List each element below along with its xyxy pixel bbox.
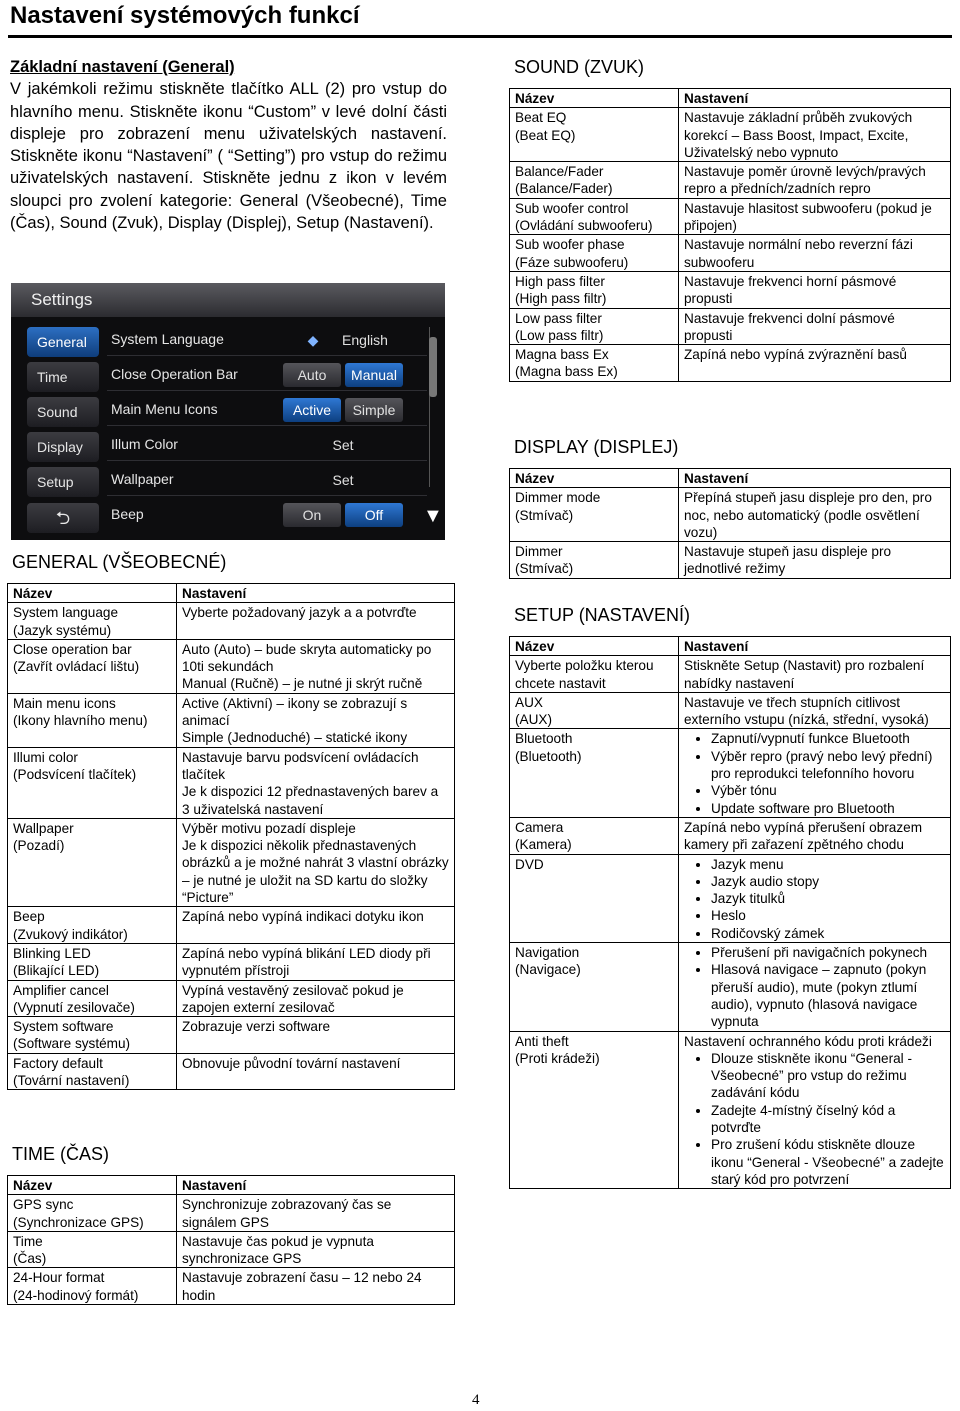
- setting-description: [177, 1268, 455, 1305]
- setting-name-line: (Stmívač): [515, 561, 574, 577]
- setting-name: [510, 488, 679, 542]
- row-label: Main Menu Icons: [111, 401, 218, 417]
- setting-name-line: AUX: [515, 694, 543, 710]
- setting-description: [679, 692, 951, 729]
- table-row: [510, 488, 951, 542]
- setting-name-line: Sub woofer control: [515, 200, 629, 216]
- column-header: Nastavení: [177, 1176, 455, 1195]
- table-row: [8, 1017, 455, 1054]
- setting-name-line: Wallpaper: [13, 820, 74, 836]
- table-row: [510, 729, 951, 817]
- setting-name: [510, 542, 679, 579]
- display-heading: DISPLAY (DISPLEJ): [514, 437, 679, 457]
- column-header: Název: [8, 1176, 177, 1195]
- list-item: • Rodičovský zámek: [711, 925, 945, 942]
- column-header: Nastavení: [679, 89, 951, 108]
- side-tab-time: Time: [27, 362, 99, 392]
- setting-name: [8, 1268, 177, 1305]
- back-icon: ⮌: [27, 503, 99, 533]
- setting-name-line: (Ovládání subwooferu): [515, 218, 653, 234]
- setting-name-line: (Kamera): [515, 837, 572, 853]
- time-table: [7, 1175, 455, 1305]
- setting-description: [177, 693, 455, 747]
- setting-name: [8, 693, 177, 747]
- column-header: Název: [510, 89, 679, 108]
- page-title: Nastavení systémových funkcí: [10, 2, 360, 29]
- setting-description: [679, 162, 951, 199]
- setting-name-line: (Ikony hlavního menu): [13, 713, 148, 729]
- setting-name: [510, 656, 679, 693]
- description-line: Zapíná nebo vypíná indikaci dotyku ikon: [182, 909, 424, 925]
- setting-name-line: High pass filter: [515, 273, 605, 289]
- table-row: [510, 656, 951, 693]
- intro-text: V jakémkoli režimu stiskněte tlačítko ALL (2) pro vstup do hlavního menu. Stiskněte ikonu “Custom” v levé dolní části displeje pro zobrazení menu uživatelských nastavení. Stiskněte ikonu “Nastavení” ( “Setting”) pro vstup do režimu uživatelských nastavení. Stiskněte jednu z ikon v levém sloupci pro zvolení kategorie: General (Všeobecné), Time (Čas), Sound (Zvuk), Display (Displej), Setup (Nastavení).: [10, 80, 447, 233]
- setting-name-line: (Magna bass Ex): [515, 364, 618, 380]
- table-row: [8, 1053, 455, 1090]
- setting-name: [510, 1031, 679, 1189]
- list-item: • Pro zrušení kódu stiskněte dlouze ikonu “General - Všeobecné” a zadejte starý kód pro potvrzení: [711, 1136, 945, 1188]
- column-header: Nastavení: [679, 637, 951, 656]
- side-tab-sound: Sound: [27, 397, 99, 427]
- description-line: Nastavuje poměr úrovně levých/pravých repro a předních/zadních repro: [684, 164, 926, 197]
- setting-name: [510, 271, 679, 308]
- setting-name-line: (Zvukový indikátor): [13, 926, 128, 942]
- description-line: Nastavuje barvu podsvícení ovládacích tlačítek: [182, 749, 419, 782]
- time-heading: TIME (ČAS): [12, 1144, 109, 1164]
- setting-name-line: Low pass filter: [515, 310, 602, 326]
- setting-name: [8, 907, 177, 944]
- active-button: Active: [283, 398, 341, 422]
- sound-table: [509, 88, 951, 382]
- setting-name-line: (24-hodinový formát): [13, 1287, 139, 1303]
- setting-name-line: (Beat EQ): [515, 127, 576, 143]
- setting-name-line: Balance/Fader: [515, 164, 604, 180]
- setting-name-line: (Zavřít ovládací lištu): [13, 659, 140, 675]
- setting-name-line: (Vypnutí zesilovače): [13, 999, 135, 1015]
- row-label: Close Operation Bar: [111, 366, 238, 382]
- setting-name-line: Dimmer mode: [515, 490, 601, 506]
- list-item: • Výběr repro (pravý nebo levý přední) pro reprodukci telefonního hovoru: [711, 748, 945, 783]
- table-header-row: [510, 469, 951, 488]
- setting-description: [177, 603, 455, 640]
- table-row: [8, 693, 455, 747]
- description-list: [684, 944, 945, 1030]
- setting-description: [177, 1231, 455, 1268]
- setting-name-line: Main menu icons: [13, 695, 116, 711]
- setting-description: [679, 198, 951, 235]
- table-row: [8, 1268, 455, 1305]
- setting-name-line: (Tovární nastavení): [13, 1073, 130, 1089]
- setting-name: [510, 692, 679, 729]
- description-line: Přepíná stupeň jasu displeje pro den, pro noc, nebo automatický (podle osvětlení vozu): [684, 490, 932, 540]
- on-button: On: [283, 503, 341, 527]
- scroll-down-icon: ▼: [423, 505, 443, 527]
- manual-button: Manual: [345, 363, 403, 387]
- description-line: Nastavení ochranného kódu proti krádeži: [684, 1033, 932, 1049]
- description-line: Zapíná nebo vypíná blikání LED diody při vypnutém přístroji: [182, 945, 431, 979]
- setting-name: [510, 817, 679, 854]
- table-header-row: [510, 89, 951, 108]
- setting-name-line: Bluetooth: [515, 731, 573, 747]
- table-row: [8, 639, 455, 693]
- description-line: Vyberte požadovaný jazyk a a potvrďte: [182, 605, 417, 621]
- setting-name: [8, 943, 177, 980]
- table-row: [8, 747, 455, 818]
- setting-name-line: (Low pass filtr): [515, 327, 604, 343]
- setting-name-line: (Fáze subwooferu): [515, 254, 629, 270]
- setting-name-line: (Podsvícení tlačítek): [13, 766, 137, 782]
- setting-name-line: (Proti krádeži): [515, 1050, 600, 1066]
- setting-name-line: 24-Hour format: [13, 1270, 105, 1286]
- setting-name-line: Dimmer: [515, 544, 563, 560]
- setting-name: [510, 162, 679, 199]
- description-line: Active (Aktivní) – ikony se zobrazují s animací: [182, 695, 408, 729]
- setting-name-line: (Pozadí): [13, 838, 65, 854]
- setting-name-line: Sub woofer phase: [515, 237, 625, 253]
- setting-name-line: System software: [13, 1019, 114, 1035]
- setting-description: [679, 656, 951, 693]
- table-header-row: [8, 1176, 455, 1195]
- table-row: [8, 1195, 455, 1232]
- description-line: Nastavuje hlasitost subwooferu (pokud je připojen): [684, 200, 932, 234]
- row-label: Wallpaper: [111, 471, 174, 487]
- table-row: [510, 1031, 951, 1189]
- table-header-row: [510, 637, 951, 656]
- description-line: Zobrazuje verzi software: [182, 1019, 331, 1035]
- setting-name: [8, 639, 177, 693]
- setting-description: [679, 854, 951, 942]
- row-label: Illum Color: [111, 436, 178, 452]
- set-button: Set: [332, 437, 354, 453]
- table-row: [510, 198, 951, 235]
- setting-description: [177, 639, 455, 693]
- setting-name-line: (Jazyk systému): [13, 622, 112, 638]
- setting-description: [177, 907, 455, 944]
- column-header: Název: [8, 584, 177, 603]
- screenshot-row: [107, 325, 427, 356]
- setting-name: [8, 1053, 177, 1090]
- column-header: Název: [510, 469, 679, 488]
- setting-name-line: Amplifier cancel: [13, 982, 109, 998]
- setting-name-line: (Bluetooth): [515, 748, 582, 764]
- setting-description: [177, 980, 455, 1017]
- setting-name-line: (AUX): [515, 712, 553, 728]
- screenshot-row: [107, 360, 427, 391]
- screenshot-row: [107, 465, 427, 496]
- table-row: [8, 1231, 455, 1268]
- list-item: • Zapnutí/vypnutí funkce Bluetooth: [711, 730, 945, 747]
- list-item: • Přerušení při navigačních pokynech: [711, 944, 945, 961]
- description-line: Nastavuje ve třech stupních citlivost externího vstupu (nízká, střední, vysoká): [684, 694, 929, 728]
- intro-section: [10, 56, 447, 234]
- description-line: Synchronizuje zobrazovaný čas se signálem GPS: [182, 1197, 392, 1230]
- setting-name-line: Navigation: [515, 945, 580, 961]
- description-line: Nastavuje základní průběh zvukových korekcí – Bass Boost, Impact, Excite, Uživatelský nebo vypnuto: [684, 110, 913, 160]
- description-line: Manual (Ručně) – je nutné ji skrýt ručně: [182, 676, 423, 692]
- description-line: Nastavuje stupeň jasu displeje pro jednotlivé režimy: [684, 544, 892, 577]
- table-row: [510, 817, 951, 854]
- table-row: [510, 271, 951, 308]
- description-list: [684, 730, 945, 816]
- setting-name-line: Factory default: [13, 1055, 103, 1071]
- set-button: Set: [332, 472, 354, 488]
- list-item: • Hlasová navigace – zapnuto (pokyn přeruší audio), mute (pokyn ztlumí audio), vypnuto (hlasová navigace vypnuta: [711, 961, 945, 1030]
- setting-name: [510, 235, 679, 272]
- description-line: Zapíná nebo vypíná zvýraznění basů: [684, 347, 907, 363]
- setting-name-line: Beat EQ: [515, 110, 567, 126]
- settings-screenshot: [11, 283, 445, 540]
- setting-name-line: Blinking LED: [13, 945, 91, 961]
- setting-description: [679, 817, 951, 854]
- setting-description: [679, 729, 951, 817]
- side-tab-general: General: [27, 327, 99, 357]
- setting-name: [8, 603, 177, 640]
- setting-description: [679, 345, 951, 382]
- setup-table: [509, 636, 951, 1189]
- table-row: [8, 603, 455, 640]
- list-item: • Jazyk audio stopy: [711, 873, 945, 890]
- setting-name-line: (Balance/Fader): [515, 181, 613, 197]
- setting-description: [177, 747, 455, 818]
- description-list: [684, 856, 945, 942]
- setting-description: [679, 308, 951, 345]
- description-line: Vypíná vestavěný zesilovač pokud je zapojen externí zesilovač: [182, 982, 404, 1015]
- description-line: Nastavuje frekvenci horní pásmové propusti: [684, 273, 897, 307]
- setting-name: [510, 943, 679, 1031]
- general-table: [7, 583, 455, 1090]
- setting-name-line: (Čas): [13, 1251, 47, 1267]
- setting-description: [177, 1195, 455, 1232]
- table-row: [510, 108, 951, 162]
- screenshot-row: [107, 430, 427, 461]
- description-line: Stiskněte Setup (Nastavit) pro rozbalení nabídky nastavení: [684, 658, 925, 691]
- description-line: Auto (Auto) – bude skryta automaticky po 10ti sekundách: [182, 641, 432, 675]
- list-item: • Heslo: [711, 907, 945, 924]
- setting-name-line: (Navigace): [515, 962, 581, 978]
- table-row: [8, 943, 455, 980]
- setting-description: [679, 488, 951, 542]
- setting-name: [510, 345, 679, 382]
- setting-description: [679, 1031, 951, 1189]
- setting-description: [177, 943, 455, 980]
- setting-name-line: Camera: [515, 819, 564, 835]
- setting-name: [510, 854, 679, 942]
- setting-name-line: Anti theft: [515, 1033, 569, 1049]
- table-row: [510, 162, 951, 199]
- row-label: Beep: [111, 506, 144, 522]
- screenshot-header: [11, 283, 445, 317]
- table-row: [510, 854, 951, 942]
- screenshot-row: [107, 500, 427, 530]
- scrollbar-thumb: [429, 337, 437, 397]
- setting-name: [510, 108, 679, 162]
- general-heading: GENERAL (VŠEOBECNÉ): [12, 552, 227, 572]
- list-item: • Jazyk titulků: [711, 890, 945, 907]
- side-tab-display: Display: [27, 432, 99, 462]
- setting-name-line: DVD: [515, 856, 544, 872]
- setting-name-line: System language: [13, 605, 119, 621]
- language-icon: ◆: [307, 332, 319, 348]
- setting-name: [510, 308, 679, 345]
- setting-name-line: GPS sync: [13, 1197, 74, 1213]
- setting-name: [510, 729, 679, 817]
- description-line: Je k dispozici několik přednastavených obrázků a je možné nahrát 3 vlastní obrázky – je nutné je uložit na SD kartu do složky “Picture”: [182, 838, 449, 906]
- language-value: English: [342, 332, 388, 348]
- setting-name: [510, 198, 679, 235]
- list-item: • Dlouze stiskněte ikonu “General - Všeobecné” pro vstup do režimu zadávání kódu: [711, 1050, 945, 1102]
- setting-description: [177, 1053, 455, 1090]
- setting-name-line: Time: [13, 1233, 43, 1249]
- list-item: • Update software pro Bluetooth: [711, 800, 945, 817]
- setting-description: [177, 818, 455, 906]
- description-line: Je k dispozici 12 přednastavených barev a 3 uživatelská nastavení: [182, 784, 439, 817]
- setting-name-line: Beep: [13, 909, 45, 925]
- setting-name-line: Illumi color: [13, 749, 78, 765]
- description-line: Nastavuje normální nebo reverzní fázi subwooferu: [684, 237, 913, 270]
- setting-description: [679, 271, 951, 308]
- column-header: Nastavení: [679, 469, 951, 488]
- intro-heading: Základní nastavení (General): [10, 58, 235, 76]
- setting-description: [679, 235, 951, 272]
- description-line: Simple (Jednoduché) – statické ikony: [182, 730, 408, 746]
- table-row: [510, 235, 951, 272]
- setting-name-line: (Blikající LED): [13, 963, 100, 979]
- description-list: [684, 1050, 945, 1188]
- table-row: [510, 692, 951, 729]
- setting-name-line: Vyberte položku kterou chcete nastavit: [515, 658, 654, 691]
- side-tab-setup: Setup: [27, 467, 99, 497]
- setup-heading: SETUP (NASTAVENÍ): [514, 605, 691, 625]
- simple-button: Simple: [345, 398, 403, 422]
- setting-name-line: (Software systému): [13, 1036, 131, 1052]
- screenshot-title: Settings: [31, 290, 93, 309]
- table-row: [8, 818, 455, 906]
- screenshot-row: [107, 395, 427, 426]
- sound-heading: SOUND (ZVUK): [514, 57, 644, 77]
- setting-name: [8, 1017, 177, 1054]
- display-table: [509, 468, 951, 579]
- description-line: Obnovuje původní tovární nastavení: [182, 1055, 401, 1071]
- auto-button: Auto: [283, 363, 341, 387]
- row-label: System Language: [111, 331, 224, 347]
- setting-description: [679, 108, 951, 162]
- description-line: Nastavuje čas pokud je vypnuta synchronizace GPS: [182, 1233, 374, 1267]
- description-line: Zapíná nebo vypíná přerušení obrazem kamery při zařazení zpětného chodu: [684, 819, 923, 853]
- setting-name-line: (Synchronizace GPS): [13, 1214, 144, 1230]
- description-line: Nastavuje zobrazení času – 12 nebo 24 hodin: [182, 1270, 422, 1303]
- setting-name-line: (Stmívač): [515, 507, 574, 523]
- setting-name-line: Close operation bar: [13, 641, 132, 657]
- setting-description: [177, 1017, 455, 1054]
- setting-description: [679, 542, 951, 579]
- list-item: • Výběr tónu: [711, 782, 945, 799]
- setting-name-line: Magna bass Ex: [515, 347, 609, 363]
- setting-name-line: (High pass filtr): [515, 291, 607, 307]
- setting-name: [8, 1231, 177, 1268]
- column-header: Název: [510, 637, 679, 656]
- table-row: [510, 943, 951, 1031]
- setting-description: [679, 943, 951, 1031]
- title-rule: [8, 35, 952, 38]
- table-row: [8, 907, 455, 944]
- table-row: [510, 308, 951, 345]
- description-line: Nastavuje frekvenci dolní pásmové propusti: [684, 310, 895, 343]
- table-row: [8, 980, 455, 1017]
- column-header: Nastavení: [177, 584, 455, 603]
- table-row: [510, 345, 951, 382]
- setting-name: [8, 818, 177, 906]
- setting-name: [8, 980, 177, 1017]
- setting-name: [8, 1195, 177, 1232]
- off-button: Off: [345, 503, 403, 527]
- list-item: • Zadejte 4-místný číselný kód a potvrďte: [711, 1102, 945, 1137]
- page-number: 4: [472, 1392, 480, 1408]
- table-row: [510, 542, 951, 579]
- list-item: • Jazyk menu: [711, 856, 945, 873]
- description-line: Výběr motivu pozadí displeje: [182, 820, 356, 836]
- table-header-row: [8, 584, 455, 603]
- setting-name: [8, 747, 177, 818]
